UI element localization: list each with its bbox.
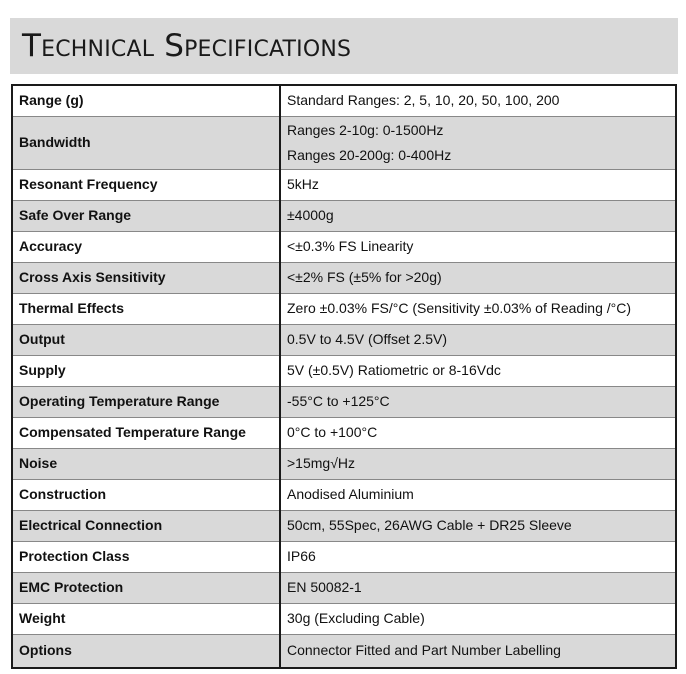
spec-label: Noise bbox=[12, 448, 280, 479]
spec-value bbox=[280, 603, 676, 634]
spec-value bbox=[280, 572, 676, 603]
spec-label: Safe Over Range bbox=[12, 200, 280, 231]
spec-label: Protection Class bbox=[12, 541, 280, 572]
spec-label: Options bbox=[12, 634, 280, 668]
spec-value-line: IP66 bbox=[287, 548, 316, 564]
spec-value-line: Zero ±0.03% FS/°C (Sensitivity ±0.03% of Reading /°C) bbox=[287, 300, 632, 316]
spec-value bbox=[280, 169, 676, 200]
spec-value-line: 5kHz bbox=[287, 176, 319, 192]
spec-value-line: 50cm, 55Spec, 26AWG Cable + DR25 Sleeve bbox=[287, 517, 572, 533]
spec-label: EMC Protection bbox=[12, 572, 280, 603]
spec-row-electrical-connection bbox=[12, 510, 676, 541]
section-title: Technical Specifications bbox=[22, 28, 352, 64]
spec-row-construction bbox=[12, 479, 676, 510]
spec-value-line: Ranges 20-200g: 0-400Hz bbox=[287, 146, 452, 163]
spec-value bbox=[280, 479, 676, 510]
spec-value-line: 5V (±0.5V) Ratiometric or 8-16Vdc bbox=[287, 362, 501, 378]
spec-row-supply bbox=[12, 355, 676, 386]
spec-row-cross-axis-sensitivity bbox=[12, 262, 676, 293]
spec-value bbox=[280, 324, 676, 355]
spec-value-line: Ranges 2-10g: 0-1500Hz bbox=[287, 121, 444, 138]
spec-label: Construction bbox=[12, 479, 280, 510]
spec-row-resonant-frequency bbox=[12, 169, 676, 200]
spec-row-thermal-effects bbox=[12, 293, 676, 324]
spec-value bbox=[280, 417, 676, 448]
spec-value bbox=[280, 85, 676, 116]
spec-label: Supply bbox=[12, 355, 280, 386]
spec-value bbox=[280, 262, 676, 293]
spec-value bbox=[280, 541, 676, 572]
spec-value bbox=[280, 448, 676, 479]
spec-value bbox=[280, 200, 676, 231]
spec-value-line: Anodised Aluminium bbox=[287, 486, 414, 502]
spec-value-line: EN 50082-1 bbox=[287, 579, 362, 595]
spec-value-line: Connector Fitted and Part Number Labelling bbox=[287, 642, 561, 659]
spec-row-bandwidth bbox=[12, 116, 676, 169]
spec-value-line: >15mg√Hz bbox=[287, 455, 355, 471]
spec-label: Compensated Temperature Range bbox=[12, 417, 280, 448]
spec-label: Electrical Connection bbox=[12, 510, 280, 541]
spec-value bbox=[280, 231, 676, 262]
spec-value-line: 0.5V to 4.5V (Offset 2.5V) bbox=[287, 331, 448, 347]
spec-value-line: <±2% FS (±5% for >20g) bbox=[287, 269, 442, 285]
spec-value bbox=[280, 293, 676, 324]
spec-label: Range (g) bbox=[12, 85, 280, 116]
spec-label: Operating Temperature Range bbox=[12, 386, 280, 417]
spec-row-weight bbox=[12, 603, 676, 634]
spec-row-protection-class bbox=[12, 541, 676, 572]
spec-value-line: <±0.3% FS Linearity bbox=[287, 238, 414, 254]
spec-label: Cross Axis Sensitivity bbox=[12, 262, 280, 293]
spec-label: Output bbox=[12, 324, 280, 355]
spec-row-output bbox=[12, 324, 676, 355]
spec-value bbox=[280, 116, 676, 169]
section-header bbox=[10, 18, 678, 74]
spec-table-body bbox=[12, 85, 676, 668]
spec-row-safe-over-range bbox=[12, 200, 676, 231]
spec-value-line: 30g (Excluding Cable) bbox=[287, 610, 425, 626]
spec-value bbox=[280, 634, 676, 668]
spec-row-options bbox=[12, 634, 676, 668]
spec-label: Weight bbox=[12, 603, 280, 634]
spec-value-line: 0°C to +100°C bbox=[287, 424, 378, 440]
spec-value bbox=[280, 355, 676, 386]
spec-value bbox=[280, 386, 676, 417]
spec-value-line: ±4000g bbox=[287, 207, 334, 223]
spec-row-emc-protection bbox=[12, 572, 676, 603]
spec-row-accuracy bbox=[12, 231, 676, 262]
spec-row-noise bbox=[12, 448, 676, 479]
spec-row-operating-temperature bbox=[12, 386, 676, 417]
spec-label: Resonant Frequency bbox=[12, 169, 280, 200]
spec-label: Thermal Effects bbox=[12, 293, 280, 324]
spec-row-compensated-temperature bbox=[12, 417, 676, 448]
spec-table bbox=[11, 84, 677, 669]
spec-value-line: -55°C to +125°C bbox=[287, 393, 390, 409]
spec-value bbox=[280, 510, 676, 541]
spec-row-range bbox=[12, 85, 676, 116]
spec-label: Accuracy bbox=[12, 231, 280, 262]
spec-value-line: Standard Ranges: 2, 5, 10, 20, 50, 100, 200 bbox=[287, 92, 560, 109]
spec-label: Bandwidth bbox=[12, 116, 280, 169]
